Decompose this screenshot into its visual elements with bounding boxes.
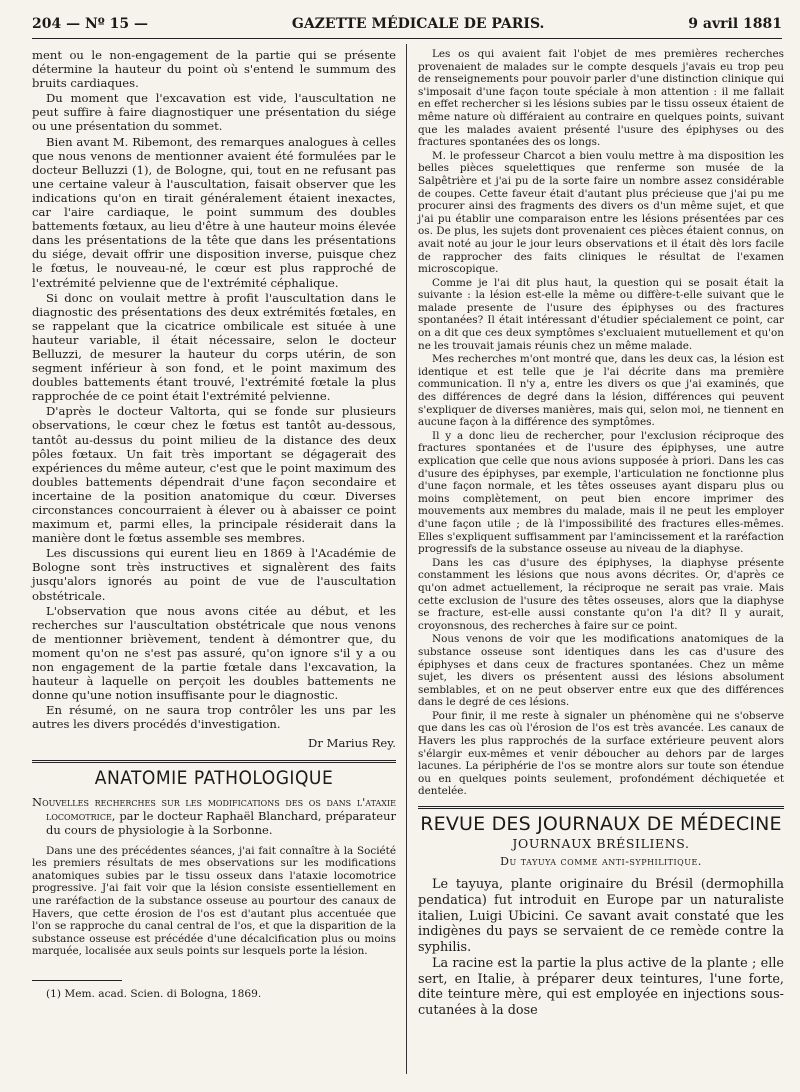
column-divider	[406, 44, 407, 1074]
section-rule	[418, 806, 784, 809]
paragraph: Dans les cas d'usure des épiphyses, la diaphyse présente constamment les lésions que nous avons décrites. Or, d'après ce qu'on admet actuellement, la réciproque ne serait pas vraie. Mais cette exclusion de l'usure des têtes osseuses, alors que la diaphyse se fracture, est-elle aussi constante qu'on l'a dit? Il y aurait, croyonsnous, des recherches à faire sur ce point.	[418, 556, 784, 632]
page-info: 204 — Nº 15 —	[32, 16, 148, 32]
paragraph: Les os qui avaient fait l'objet de mes premières recherches provenaient de malades sur le compte desquels j'avais eu trop peu de renseignements pour pouvoir parler d'une distinction clinique qui s'imposait d'une façon toute spéciale à mon attention : il me fallait en effet rechercher si les lésions subies par le tissu osseux étaient de même nature où différaient au contraire en quelques points, suivant que les malades avaient présenté l'usure des épiphyses ou des fractures spontanées des os longs.	[418, 48, 784, 149]
issue-date: 9 avril 1881	[688, 16, 782, 32]
revue-title: REVUE DES JOURNAUX DE MÉDECINE	[420, 813, 782, 836]
paragraph: En résumé, on ne saura trop contrôler les uns par les autres les divers procédés d'investigation.	[32, 703, 396, 732]
footnote: (1) Mem. acad. Scien. di Bologna, 1869.	[46, 988, 262, 1001]
revue-subtitle: JOURNAUX BRÉSILIENS.	[512, 836, 690, 852]
page-header	[32, 16, 782, 39]
paragraph: Bien avant M. Ribemont, des remarques analogues à celles que nous venons de mentionner avaient été formulées par le docteur Belluzzi (1), de Bologne, qui, tout en ne refusant pas une certaine valeur à l'auscultation, faisait observer que les indications qu'on en tirait généralement étaient inexactes, car l'aire cardiaque, le point summum des doubles battements fœtaux, au lieu d'être à une hauteur moins élevée dans les présentations de la tête que dans les présentations du siége, devait offrir une disposition inverse, puisque chez le fœtus, le nouveau-né, le cœur est plus rapproché de l'extrémité pelvienne que de l'extrémité céphalique.	[32, 134, 396, 290]
paragraph: Du moment que l'excavation est vide, l'auscultation ne peut suffire à faire diagnostiquer une présentation du siége ou une présentation du sommet.	[32, 91, 396, 134]
paragraph: Le tayuya, plante originaire du Brésil (dermophilla pendatica) fut introduit en Europe par un naturaliste italien, Luigi Ubicini. Ce savant avait constaté que les indigènes du pays se servaient de ce remède contre la syphilis.	[418, 877, 784, 955]
article-heading-author: par le docteur Raphaël Blanchard, préparateur du cours de physiologie à la Sorbonne.	[46, 808, 396, 837]
revue-article-title: Du tayuya comme anti-syphilitique.	[500, 855, 702, 869]
paragraph: L'observation que nous avons citée au début, et les recherches sur l'auscultation obstétricale que nous venons de mentionner brièvement, tendent à démontrer que, du moment qu'on ne s'est pas assuré, qu'on ignore s'il y a ou non engagement de la partie fœtale dans l'excavation, la hauteur à laquelle on perçoit les doubles battements ne donne qu'une notion insuffisante pour le diagnostic.	[32, 603, 396, 703]
right-column	[418, 48, 784, 1020]
article-heading	[32, 795, 396, 837]
paragraph: Les discussions qui eurent lieu en 1869 à l'Académie de Bologne sont très instructives et signalèrent des faits jusqu'alors ignorés au point de vue de l'auscultation obstétricale.	[32, 546, 396, 603]
paragraph: Si donc on voulait mettre à profit l'auscultation dans le diagnostic des présentations des deux extrémités fœtales, en se rappelant que la cicatrice ombilicale est située à une hauteur variable, il était nécessaire, selon le docteur Belluzzi, de mesurer la hauteur du corps utérin, de son segment inférieur à son fond, et le point maximum des doubles battements étant trouvé, l'extrémité fœtale la plus rapprochée de ce point était l'extrémité pelvienne.	[32, 290, 396, 404]
section-rule	[32, 760, 396, 763]
paragraph: D'après le docteur Valtorta, qui se fonde sur plusieurs observations, le cœur chez le fœtus est tantôt au-dessous, tantôt au-dessus du point milieu de la distance des deux pôles fœtaux. Un fait très important se dégagerait des expériences du même auteur, c'est que le point maximum des doubles battements dépendrait d'une façon secondaire et incertaine de la position anatomique du cœur. Diverses circonstances concourraient à élever ou à abaisser ce point maximum et, parmi elles, la principale résiderait dans la manière dont le fœtus assemble ses membres.	[32, 404, 396, 546]
section-title: ANATOMIE PATHOLOGIQUE	[94, 766, 334, 789]
paragraph: Mes recherches m'ont montré que, dans les deux cas, la lésion est identique et est telle que je l'ai décrite dans ma première communication. Il n'y a, entre les divers os que j'ai examinés, que des différences de degré dans la lésion, différences qui peuvent s'expliquer de diverses manières, mais qui, selon moi, ne tiennent en aucune façon à la différence des symptômes.	[418, 353, 784, 429]
paragraph: Comme je l'ai dit plus haut, la question qui se posait était la suivante : la lésion est-elle la même ou diffère-t-elle suivant que le malade presente de l'usure des épiphyses ou des fractures spontanées? Il était intéressant d'étudier spécialement ce point, car on a dit que ces deux symptômes s'excluaient mutuellement et qu'on ne les trouvait jamais réunis chez un même malade.	[418, 276, 784, 352]
paragraph: Il y a donc lieu de rechercher, pour l'exclusion réciproque des fractures spontanées et de l'usure des épiphyses, une autre explication que celle que nous avions supposée à priori. Dans les cas d'usure des épiphyses, par exemple, l'articulation ne fonctionne plus d'une façon normale, et les têtes osseuses ayant disparu plus ou moins complètement, on peut bien encore imprimer des mouvements aux membres du malade, mais il ne peut les employer d'une façon utile ; de là l'impossibilité des fractures elles-mêmes. Elles s'expliquent suffisamment par l'amincissement et la raréfaction progressifs de la substance osseuse au niveau de la diaphyse.	[418, 429, 784, 556]
article-body: Dans une des précédentes séances, j'ai fait connaître à la Société les premiers résultats de mes observations sur les modifications anatomiques subies par le tissu osseux dans l'ataxie locomotrice progressive. J'ai fait voir que la lésion consiste essentiellement en une raréfaction de la substance osseuse au pourtour des canaux de Havers, que cette érosion de l'os est d'autant plus accentuée que l'on se rapproche du canal central de l'os, et que la disparition de la substance osseuse est précédée d'une décalcification plus ou moins marquée, localisée aux seuls points sur lesquels porte la lésion.	[32, 844, 396, 958]
left-column	[32, 48, 396, 1002]
paragraph: M. le professeur Charcot a bien voulu mettre à ma disposition les belles pièces squelettiques que renferme son musée de la Salpêtrière et j'ai pu de la sorte faire un nombre assez considérable de coupes. Cette faveur était d'autant plus précieuse que j'ai pu me procurer ainsi des fragments des divers os d'un même sujet, et que j'ai pu établir une comparaison entre les lésions présentées par ces os. De plus, les sujets dont provenaient ces pièces étaient connus, on avait noté au jour le jour leurs observations et il était dès lors facile de rapprocher des faits cliniques le résultat de l'examen microscopique.	[418, 149, 784, 276]
author-signature: Dr Marius Rey.	[308, 735, 396, 750]
paragraph: La racine est la partie la plus active de la plante ; elle sert, en Italie, à préparer deux teintures, l'une forte, dite teinture mère, qui est employée en injections sous-cutanées à la dose	[418, 956, 784, 1019]
paragraph: ment ou le non-engagement de la partie qui se présente détermine la hauteur du point où s'entend le summum des bruits cardiaques.	[32, 48, 396, 91]
paragraph: Pour finir, il me reste à signaler un phénomène qui ne s'observe que dans les cas où l'érosion de l'os est très avancée. Les canaux de Havers les plus rapprochés de la surface extérieure peuvent alors s'élargir eux-mêmes et venir déboucher au dehors par de larges lacunes. La périphérie de l'os se montre alors sur toute son étendue ou en quelques points seulement, profondément déchiquetée et dentelée.	[418, 709, 784, 798]
paragraph: Nous venons de voir que les modifications anatomiques de la substance osseuse sont identiques dans les cas d'usure des épiphyses et dans ceux de fractures spontanées. Chez un même sujet, les divers os présentent aussi des lésions absolument semblables, et on ne peut observer entre eux que des différences dans le degré de ces lésions.	[418, 633, 784, 709]
article-heading-title: Nouvelles recherches sur les modifications des os dans l'ataxie locomotrice,	[32, 794, 396, 823]
journal-title: GAZETTE MÉDICALE DE PARIS.	[291, 16, 545, 32]
footnote-rule	[32, 980, 122, 981]
